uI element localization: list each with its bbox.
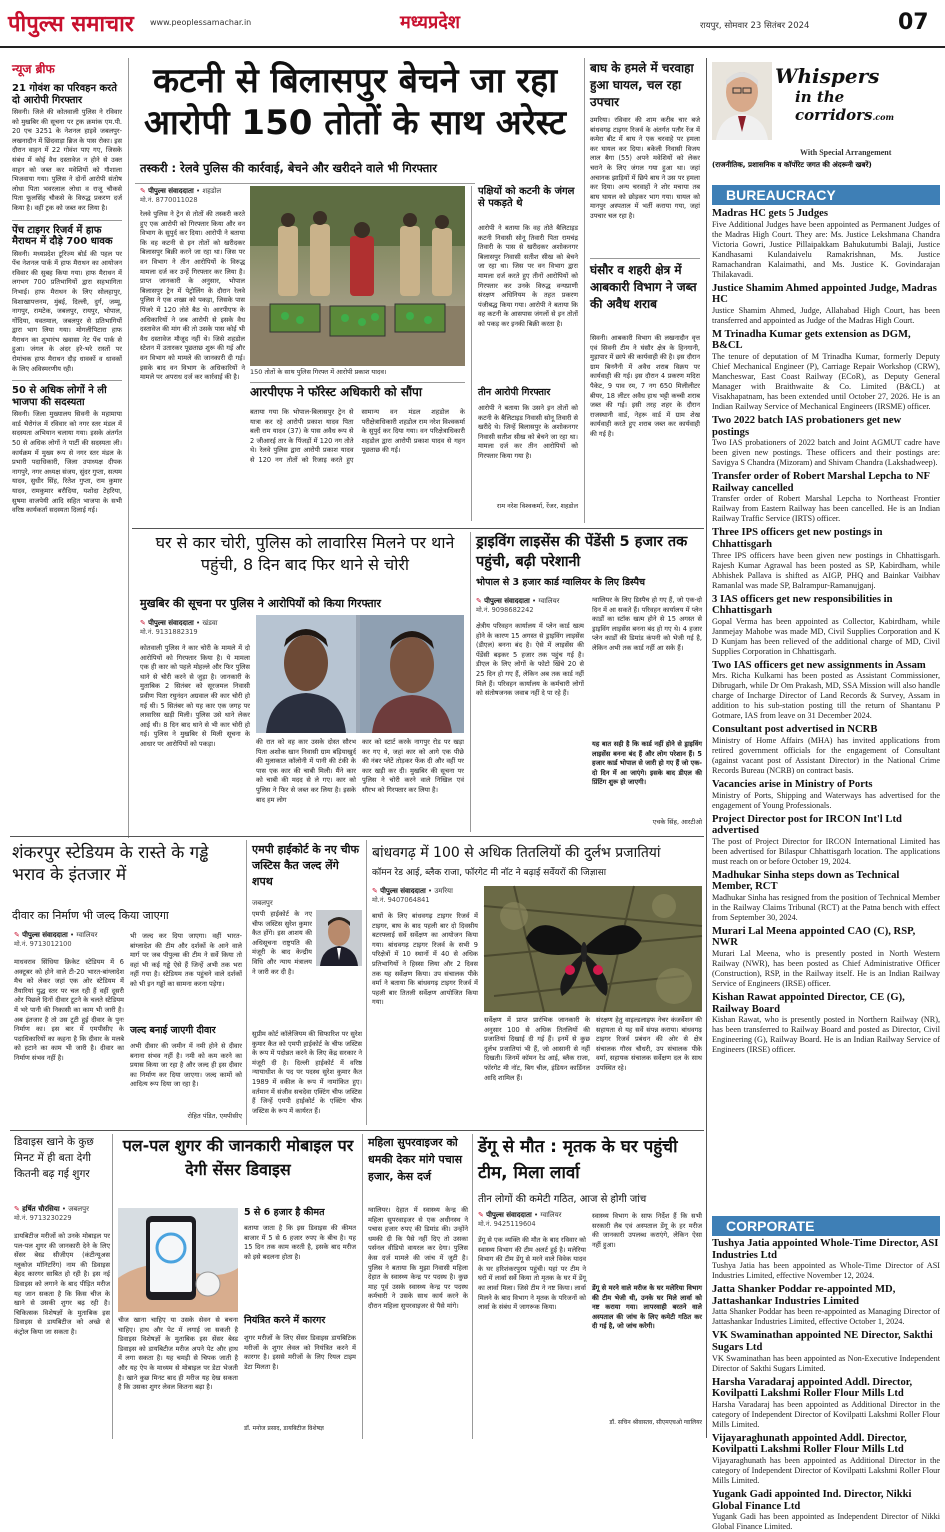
parrot-headline <box>135 60 575 160</box>
bureaucracy-item-title: 3 IAS officers get new responsibilities in Chhattisgarh <box>712 593 893 617</box>
bureaucracy-item-title: Transfer order of Robert Marshal Lepcha to NF Railway cancelled <box>712 471 930 494</box>
excise-headline: घंसौर व शहरी क्षेत्र में आबकारी विभाग ने जब्त की अवैध शराब <box>590 263 697 311</box>
date-line: रायपुर, सोमवार 23 सितंबर 2024 <box>700 21 810 31</box>
sugar-headline: पल-पल शुगर की जानकारी मोबाइल पर देगी सेंसर डिवाइस <box>122 1136 354 1179</box>
dengue-headline: डेंगू से मौत : मृतक के घर पहुंची टीम, मिला लार्वा <box>478 1137 678 1183</box>
butterfly-body-1: बाघों के लिए बांधवगढ़ टाइगर रिजर्व में टाइगर, बाघ के बाद पहली बार दो दिवसीय बटरफ्लाई सर्वे सर्वेक्षण का आयोजन किया गया। बांधवगढ़ टाइगर रिजर्व के सभी 9 परिक्षेत्रों में 10 स्थानों में 40 से अधिक प्रतिभागियों ने हिस्सा लिया और 2 दिवस तक यह सर्वेक्षण किया। उप संचालक पीके वर्मा ने बताया कि बांधवगढ़ टाइगर रिजर्व में पहली बार तितली सर्वेक्षण आयोजित किया गया। <box>372 912 478 1007</box>
tiger-body: उमरिया। रविवार की शाम करीब चार बजे बांधवगढ़ टाइगर रिजर्व के अंतर्गत पतौर रेंज में कमेरा बीट में बाघ ने एक चरवाहे पर हमला कर घायल कर दिया। बकेली निवासी विजय लाल बैगा (55) अपने मवेशियों को लेकर चराने के लिए जंगल गया हुआ था। जहां अचानक झाड़ियों में छिपे बाघ ने उस पर हमला कर दिया। अन्य चरवाहों ने शोर मचाया तब बाघ घायल को छोड़कर भाग गया। घायल को मानपुर अस्पताल में भर्ती कराया गया, जहां उपचार चल रहा है। <box>590 116 700 220</box>
corporate-item-title: Vijayaraghunath appointed Addl. Director, Kovilpatti Lakshmi Roller Flour Mills Ltd <box>712 1432 907 1456</box>
license-headline: ड्राइविंग लाइसेंस की पेंडेंसी 5 हजार तक पहुंची, बढ़ी परेशानी <box>476 534 688 570</box>
bureaucracy-item-body: The post of Project Director for IRCON International Limited has been advertised for Bilaspur Chhattisgarh location. The applications must reach on or before October 19, 2024. <box>712 836 940 866</box>
website: www.peoplessamachar.in <box>150 18 252 27</box>
corporate-item-body: Vijayaraghunath has been appointed as Additional Director in the category of Independent Director of Kovilpatti Lakshmi Roller Flour Mills Limited. <box>712 1455 940 1485</box>
bureaucracy-item-body: Ministry of Home Affairs (MHA) has invited applications from retired government officials for the engagement of Consultant (against vacant post of Assistant Director) in the National Crime Records Bureau (NCRB) on contract basis. <box>712 735 940 775</box>
hc-body-1: एमपी हाईकोर्ट के नए चीफ जस्टिस सुरेश कुमार कैत होंगे। इस आशय की अधिसूचना राष्ट्रपति की मंजूरी के बाद केन्द्रीय विधि और न्याय मंत्रालय ने जारी कर दी है। <box>252 910 312 976</box>
deck: तस्करी : रेलवे पुलिस की कार्रवाई, बेचने और खरीदने वाले भी गिरफ्तार <box>140 161 437 175</box>
bureaucracy-item-body: Ministry of Ports, Shipping and Waterways has advertised for the engagement of Young Professionals. <box>712 790 940 810</box>
news-brief-column <box>12 60 122 835</box>
byline: ✎ पीपुल्स संवाददाता • शहडोल <box>140 187 222 195</box>
hc-headline: एमपी हाईकोर्ट के नए चीफ जस्टिस कैत जल्द लेंगे शपथ <box>252 843 359 888</box>
brief-body: सिवनी। जिला मुख्यालय सिवनी के महामाया वार्ड भैरोगंज में रविवार को नगर स्तर मंडल में सदस्यता अभियान चलाया गया। इसके अंतर्गत 50 से अधिक लोगों ने पार्टी की सदस्यता ली। कार्यक्रम में मुख्य रूप से नगर स्तर मंडल के प्रभारी पदाधिकारी, जिला उपाध्यक्ष दीपक नागपुरे, नगर अध्यक्ष संजय, सुंदर गुप्ता, सत्यम यादव, सुधीर सिंह, रितेश गुप्ता, राम कुमार यादव, रामकुमार बरौदिया, यशोदा टेहरिया, सुषमा वाजपेयी आदि सहित भाजपा के सभी वरिष्ठ कार्यकर्ता सदस्यता दिलाई गई। <box>12 410 122 515</box>
bureaucracy-item-title: Consultant post advertised in NCRB <box>712 724 878 736</box>
bureaucracy-item-title: Three IPS officers get new postings in Chhattisgarh <box>712 527 883 550</box>
whispers-logo: Whispers in the corridors.com <box>775 64 894 124</box>
tiger-headline: बाघ के हमले में चरवाहा हुआ घायल, चल रहा उपचार <box>590 61 694 109</box>
byline: ✎ पीपुल्स संवाददाता • ग्वालियर <box>14 931 98 939</box>
sugar-quote: शुगर मरीजों के लिए सेंसर डिवाइस डायबिटिक मरीजों के शुगर लेवल को नियंत्रित करने में कारगर है। इससे मरीजों के लिए रियल टाइम डेटा मिलता है। <box>244 1334 356 1371</box>
parrot-arrest-photo <box>250 186 465 366</box>
chief-justice-photo <box>316 910 362 966</box>
bureaucracy-item-body: Two IAS probationers of 2022 batch and Joint AGMUT cadre have been given new postings. These officers and their postings are: Savigya S Chandra (Mizoram) and Shivam Chandra (Lakshadweep). <box>712 438 940 468</box>
bureaucracy-item-body: Justice Shamim Ahmed, Judge, Allahabad High Court, has been transferred and appointed as Judge of the Madras High Court. <box>712 305 940 325</box>
car-body-1: कोतवाली पुलिस ने कार चोरी के मामले में दो आरोपियों को गिरफ्तार किया है। ये मामला एक ही कार को पहले मोहल्ले और फिर पुलिस थाने से चोरी करने से जुड़ा है। जानकारी के मुताबिक 2 सितंबर को सूरजमल निवासी प्रवीण पिता रघुनंदन अग्रवाल की कार चोरी हो गई थी। 5 सितंबर को यह कार एक जगह पर लावारिस खड़ी मिली। पुलिस उसे थाने लेकर आई थी। 8 दिन बाद थाने से भी कार चोरी हो गई। पुलिस ने मुखबिर से मिली सूचना के आधार पर आरोपियों को पकड़ा। <box>140 644 250 748</box>
corporate-item-body: Harsha Varadaraj has been appointed as Additional Director in the category of Independent Director of Kovilpatti Lakshmi Roller Flour Mills Limited. <box>712 1399 940 1429</box>
corporate-item-body: Jatta Shanker Poddar has been re-appointed as Managing Director of Jattashankar Industries Limited, effective October 1, 2024. <box>712 1307 940 1327</box>
byline: ✎ पीपुल्स संवाददाता • ग्वालियर <box>478 1211 562 1219</box>
dengue-body-1: डेंगू से एक व्यक्ति की मौत के बाद रविवार को स्वास्थ्य विभाग की टीम अलर्ट हुई है। मलेरिया विभाग की टीम डेंगू से मरने वाले विवेक यादव के घर हरिशंकरपुरम पहुंची। यहां पर टीम ने घरों में लार्वा सर्वे किया तो मृतक के घर में डेंगू का लार्वा मिला। जिसे टीम ने नष्ट किया। लार्वा मिलने के बाद विभाग ने मृतक के परिजनों को लार्वा के संबंध में जागरूक किया। <box>478 1236 586 1312</box>
dengue-quote-by: डॉ. सचिन श्रीवास्तव, सीएमएचओ ग्वालियर <box>609 1419 702 1426</box>
bureaucracy-item-title: Two 2022 batch IAS probationers get new postings <box>712 414 902 438</box>
mobile: मो.नं. 9098682242 <box>476 606 534 614</box>
supervisor-body: ग्वालियर। देहात में स्वास्थ्य केन्द्र की महिला सुपरवाइजर से एक अधीनस्थ ने पचास हजार रुपए की डिमांड की। उन्होंने धमकी दी कि पैसे नहीं दिए तो उसका पर्सनल वीडियो वायरल कर देगा। पुलिस केस दर्ज मामले की जांच में जुटी है। पुलिस ने बताया कि मुझा निवासी महिला देहात के स्वास्थ्य केन्द्र पर पदस्थ है। कुछ माह पूर्व उसके स्वास्थ्य केन्द्र पर पदस्थ कर्मचारी ने उसके साथ कार्य करने के दौरान महिला सुपरवाइजर से पैसे मांगे। <box>368 1206 468 1310</box>
paper-name: पीपुल्स समाचार <box>8 12 134 37</box>
hc-byline: जबलपुर <box>252 899 273 907</box>
rpf-subhead: आरपीएफ ने फॉरेस्ट अधिकारी को सौंपा <box>250 385 422 399</box>
mobile: मो.नं. 9131882319 <box>140 628 198 636</box>
car-headline: घर से कार चोरी, पुलिस को लावारिस मिलने पर थाने पहुंची, 8 दिन बाद फिर थाने से चोरी <box>155 533 455 574</box>
hc-body-2: सुप्रीम कोर्ट कॉलेजियम की सिफारिश पर सुरेश कुमार कैत को एमपी हाईकोर्ट के चीफ जस्टिस के रूप में पदोन्नत करने के लिए केंद्र सरकार ने मंजूरी दी है। दिल्ली हाईकोर्ट में वरिष्ठ न्यायाधीश के पद पर पदस्थ सुरेश कुमार कैत 1989 में वकील के रूप में नामांकित हुए। वर्तमान में संजीव सचदेवा एक्टिंग चीफ जस्टिस हैं जिन्हें एमपी हाईकोर्ट के एक्टिंग चीफ जस्टिस के रूप में कार्यरत हैं। <box>252 1030 362 1115</box>
bureaucracy-item-body: Madhukar Sinha has resigned from the position of Technical Member in the Railway Claims Tribunal (RCT) at the Patna bench with effect from September 30, 2024. <box>712 892 940 922</box>
columnist-portrait <box>712 62 772 140</box>
dengue-body-2: स्वास्थ्य विभाग के साफ निर्देश हैं कि सभी सरकारी लैब एवं अस्पताल डेंगू के हर मरीज की जानकारी उपलब्ध कराएंगे, लेकिन ऐसा नहीं हुआ। <box>592 1212 702 1249</box>
corporate-label: CORPORATE <box>712 1216 940 1236</box>
rto-quote: यह बात सही है कि कार्ड नहीं होने से ड्राइविंग लाइसेंस बनना बंद हैं और लोग परेशान हैं। 5 हजार कार्ड भोपाल से जारी हो गए हैं जो एक-दो दिन में आ जाएंगे। इसके बाद डीएल की प्रिंटिंग शुरू हो जाएगी। <box>592 740 702 787</box>
butterfly-body-3: संरक्षण हेतु वाइल्डलाइफ नेचर कंजर्वेशन की सहायता से यह सर्वे संपन्न कराया। बांधवगढ़ टाइगर रिजर्व प्रबंधन की ओर से क्षेत्र संचालक गौरव चौधरी, उप संचालक पीके वर्मा, सहायक संचालक सर्वेक्षण दल के साथ उपस्थित रहे। <box>596 1016 702 1072</box>
sugar-device-photo <box>118 1208 238 1312</box>
bureaucracy-item-title: Kishan Rawat appointed Director, CE (G), Railway Board <box>712 992 905 1015</box>
ranger-signature: राम नरेश विश्वकर्मा, रेंजर, शहडोल <box>496 502 578 510</box>
bureaucracy-item-body: Three IPS officers have been given new postings in Chhattisgarh. Rajesh Kumar Agrawal has been posted as SP, Kabirdham, while Abhishek Pallava is shifted as AIGP, PHQ and Bainkar Vaibhav Ramanlal was made SP, Balrampur-Ramanujganj. <box>712 550 940 590</box>
mobile: मो.नं. 8770011028 <box>140 196 198 204</box>
byline: ✎ पीपुल्स संवाददाता • ग्वालियर <box>476 597 560 605</box>
license-body-1: क्षेत्रीय परिवहन कार्यालय में प्लेन कार्ड खत्म होने के कारण 15 अगस्त से ड्राइविंग लाइसेंस (डीएल) बनना बंद है। ऐसे में लाइसेंस की पेंडेंसी बढ़कर 5 हजार तक पहुंच गई है। डीएल के लिए लोगों के फोटो खिंचे 20 से 25 दिन हो गए हैं, लेकिन अब तक कार्ड नहीं मिले हैं। परिवहन कार्यालय के कर्मचारी लोगों को संतोषजनक जवाब नहीं दे पा रहे हैं। <box>476 622 584 698</box>
bureaucracy-label: BUREAUCRACY <box>712 185 940 205</box>
bureaucracy-item-title: M Trinadha Kumar gets extension as DGM, B&CL <box>712 328 911 352</box>
mobile: मो.नं. 9713012100 <box>14 940 72 948</box>
corporate-item-body: VK Swaminathan has been appointed as Non-Executive Independent Director of Sakthi Sugars Limited. <box>712 1353 940 1373</box>
dengue-deck: तीन लोगों की कमेटी गठित, आज से होगी जांच <box>478 1194 647 1205</box>
stadium-body-2: भी जल्द कर दिया जाएगा। वहीं भारत-बांग्लादेश की टीम और दर्शकों के आने वाले मार्ग पर जब पीपुल्स की टीम ने सर्वे किया तो वहां भी कई गड्ढे ऐसे हैं जिन्हें अभी तक भरा नहीं गया है। स्टेडियम तक पहुंचने वाले दर्शकों को भी इन गड्ढों का सामना करना पड़ेगा। <box>130 932 242 988</box>
sugar-price-body: बताया जाता है कि इस डिवाइस की कीमत बाजार में 5 से 6 हजार रुपए के बीच है। यह 15 दिन तक काम करती है, इसके बाद मरीज को इसे बदलना होता है। <box>244 1224 356 1261</box>
bureaucracy-item-body: Five Additional Judges have been appointed as Permanent Judges of the Madras High Court. They are: Ms. Justice Lekshmana Chandra Victoria Gowri, Justice Pillaipakkam Bahukutumbi Balaji, Justice Kandhasami Kulandaivelu Ramakrishnan, Ms. Justice Ramachandran Kalaimathi, and Ms. Justice K. Govindarajan Thilakavadi. <box>712 219 940 279</box>
bureaucracy-item-body: The tenure of deputation of M Trinadha Kumar, formerly Deputy Chief Mechanical Engineer (P), Carriage Repair Workshop (CRW), Mancheswar, East Coast Railway (ECoR), as Deputy General Manager with Braithwaite & Co. Limited (B&CL) at Visakhapatnam, has been extended until October 27, 2026. He is an Indian Railway Service of Mechanical Engineers (IRSME) officer. <box>712 351 940 411</box>
byline: ✎ हर्षित चौरसिया • जबलपुर <box>14 1205 90 1213</box>
sugar-body: चीज खाना चाहिए या उसके सेवन से बचना चाहिए। हाथ और पेट में लगाई जा सकती है डिवाइस विशेषज्ञों के मुताबिक इस सेंसर बेस्ड डिवाइस को डायबिटीज मरीज अपने पेट और हाथ में लगा सकता है। यह चमड़ी से चिपक जाती है और यह ऐप के माध्यम से मोबाइल पर डेटा भेजती है। खाने कुछ मिनट बाद ही मरीज यह देख सकता है कि उसका शुगर लेवल कितना बढ़ा है। <box>118 1316 238 1392</box>
corporate-list <box>712 1238 940 1532</box>
jungle-body: आरोपी ने बताया कि वह तोते बैलिटाइड कटनी निवासी सोनू तिवारी पिता रामचंद्र तिवारी के पास से खरीदकर अशोकनगर बिलासपुर निवासी सतीश सीख को बेचने जा रहा था। जिस पर वन विभाग द्वारा मामला दर्ज करते हुए तीनों आरोपियों को गिरफ्तार कर उनके विरुद्ध वन्यप्राणी संरक्षण अधिनियम के तहत प्रकरण पंजीबद्ध किया गया। आरोपी ने बताया कि वह कटनी के आसपास जंगलों से इन तोतों को पकड़ कर इनकी बिक्री करता है। <box>478 224 578 328</box>
bp-body: डायबिटीज मरीजों को उनके मोबाइल पर पल-पल शुगर की जानकारी देने के लिए सेंसर बेस्ड सीजीएम (कंटीन्यूअस ग्लूकोज मॉनिटरिंग) नाम की डिवाइस बेहद कारगर साबित हो रही है। इस नई डिवाइस को लगाने के बाद पीड़ित मरीज यह जान सकता है कि किस चीज के खाने से उसकी शुगर बढ़ रही है। चिकित्सक विशेषज्ञों के मुताबिक इस डिवाइस से डायबिटीज को अच्छे से कंट्रोल किया जा सकता है। <box>14 1232 110 1336</box>
bureaucracy-item-title: Two IAS officers get new assignments in Assam <box>712 659 926 671</box>
section-title: मध्यप्रदेश <box>400 12 461 33</box>
bureaucracy-item-body: Mrs. Richa Kulkarni has been posted as Assistant Commissioner, Dibrugarh, while Dr Om Prakash, MD, SSA Mission will also handle charge of Incharge Director of Land Records & Survey, Assam in addition to his sub-station posting till the return of Shantanu P Gotmare, IAS from leave on 31 December 2024. <box>712 671 940 721</box>
headline: कटनी से बिलासपुर बेचने जा रहा आरोपी 150 तोतों के साथ अरेस्ट <box>144 61 566 143</box>
excise-body: सिवनी। आबकारी विभाग की लखनादौन वृत्त एवं सिवनी टीम ने घंसौर क्षेत्र के हिनगानी, मुड़ापार में छापे की कार्यवाही की है। इस दौरान ग्राम बिननैनी में अवैध शराब विक्रय पर कार्यवाही की गई। इस दौरान 4 प्रकरण मदिरा पैकेट, 9 पाव रम, 7 नग 650 मिलीलीटर बीयर, 18 लीटर अवैध हाथ भट्टी कच्ची शराब जब्त की गई। इसी तरह शहर के दौरान राजस्थानी वार्ड, नेहरू वार्ड में ग्राम शेख कार्यवाही करते हुए शराब जब्त कर कार्यवाही की गई है। <box>590 334 700 438</box>
parrot-deck <box>140 162 580 182</box>
brief-body: सिवनी। मध्यप्रदेश टूरिज्म बोर्ड की पहल पर पेंच नेशनल पार्क में हाफ मैराथन का आयोजन रविवार की सुबह किया गया। हाफ मैराथन में लगभग 700 प्रतिभागियों द्वारा सहभागिता निभाई। हाफ मैराथन के लिए सोलहापुर, विशाखापत्तनम, मुंबई, दिल्ली, दुर्ग, जम्मू, नागपुर, रामटेक, जबलपुर, रायपुर, भोपाल, गोंदिया, यवतमाल, जबलपुर से प्रतिभागियों द्वारा भाग लिया गया। मोगलीपिटारा हाफ मैराथन का शुभारंभ खवासा नेट पेंच पार्क से हुआ। जंगल के अंदर हरे-भरे रास्तों पर रोमांचक हाफ मैराथन दौड़ धावकों व धावकों के लिए अविस्मरणीय रही। <box>12 249 122 373</box>
corporate-item-title: Tushya Jatia appointed Whole-Time Director, ASI Industries Ltd <box>712 1238 939 1261</box>
corporate-item-title: VK Swaminathan appointed NE Director, Sakthi Sugars Ltd <box>712 1330 933 1353</box>
accused-photos <box>256 615 464 733</box>
butterfly-deck: कॉमन रेड आई, ब्लैक राजा, फॉरगेट मी नॉट ने बढ़ाई सर्वेयरों की जिज्ञासा <box>372 868 607 878</box>
jungle-subhead: पक्षियों को कटनी के जंगल से पकड़ते थे <box>478 186 575 209</box>
stadium-subhead: जल्द बनाई जाएगी दीवार <box>130 1025 216 1036</box>
brief-title: 50 से अधिक लोगों ने ली भाजपा की सदस्यता <box>12 385 107 408</box>
brief-title: 21 गोवंश का परिवहन करते दो आरोपी गिरफ्तार <box>12 83 117 106</box>
corporate-item-title: Harsha Varadaraj appointed Addl. Director, Kovilpatti Lakshmi Roller Flour Mills Ltd <box>712 1376 913 1400</box>
butterfly-headline: बांधवगढ़ में 100 से अधिक तितलियों की दुर्लभ प्रजातियां <box>372 845 661 861</box>
bureaucracy-item-body: Kishan Rawat, who is presently posted in Northern Railway (NR), has been transferred to Railway Board and posted as Director, Civil Engineering (G), Railway Board. He is an Indian Railway Service of Engineers (IRSE) officer. <box>712 1015 940 1055</box>
bureaucracy-item-title: Vacancies arise in Ministry of Ports <box>712 778 873 790</box>
corporate-item-body: Tushya Jatia has been appointed as Whole-Time Director of ASI Industries Limited, effective November 12, 2024. <box>712 1261 940 1281</box>
byline: ✎ पीपुल्स संवाददाता • खंडवा <box>140 619 218 627</box>
byline: ✎ पीपुल्स संवाददाता • उमरिया <box>372 887 453 895</box>
mobile: मो.नं. 9407064841 <box>372 896 430 904</box>
corporate-item-body: Yugank Gadi has been appointed as Independent Director of Nikki Global Finance Limited. <box>712 1512 940 1532</box>
bureaucracy-item-title: Justice Shamim Ahmed appointed Judge, Madras HC <box>712 282 937 306</box>
sugar-price-subhead: 5 से 6 हजार है कीमत <box>244 1207 325 1218</box>
stadium-quote: अभी दीवार की जमीन में नमी होने से दीवार बनाना संभव नहीं है। नमी को कम करने का प्रयास किया जा रहा है और जल्द ही इस दीवार का निर्माण कर दिया जाएगा। जल्द कामों को आदित्य रूप दिया जा रहा है। <box>130 1042 242 1089</box>
brief-body: सिवनी। जिले की कोतवाली पुलिस ने रविवार को मुखबिर की सूचना पर ट्रक क्रमांक एम.पी. 20 एच 3251 के नेशनल हाइवे जबलपुर-लखनादौन में छिंदवाड़ा ब्रिज के पास रोका। इस दौरान वाहन में 22 गोवंश पाए गए, जिसके संबंध में कोई वैध दस्तावेज न होने से उक्त वाहन को जब्त कर मवेशियों को गौशाला भिजवाया गया। पुलिस ने दोनों आरोपी संतोष लोधा पिता भवरलाल लोधा व राजू चौकसे पिता फूलसिंह चौकसे के विरुद्ध प्रकरण दर्ज किया है। वहीं ट्रक को जब्त कर लिया है। <box>12 108 122 212</box>
parrot-body-1: रेलवे पुलिस ने ट्रेन से तोतों की तस्करी करते हुए एक आरोपी को गिरफ्तार किया और वन विभाग के सुपुर्द कर दिया। आरोपी ने बताया कि वह कटनी से इन तोतों को खरीदकर बिलासपुर बिक्री करने जा रहा था। जिस पर वन विभाग ने तीन आरोपियों के विरुद्ध मामला दर्ज कर उन्हें गिरफ्तार कर लिया है। प्राप्त जानकारी के अनुसार, भोपाल बिलासपुर ट्रेन में पेट्रोलिंग के दौरान रेलवे पुलिस ने एक शख्स को पकड़ा, जिसके पास पिंजरे में 120 तोते बैठ थे। आरपीएफ के अधिकारियों ने जब आरोपी से इसके वैध दस्तावेज की मांग की तो उसके पास कोई भी वैध दस्तावेज मौजूद नहीं थे। जिसे शहडोल स्टेशन में उतारकर पूछताछ शुरू की गई और वन विभाग को मामले की जानकारी दी गई। इसके बाद वन विभाग के अधिकारियों ने मामले पर अपराध दर्ज कर कार्रवाई की है। <box>140 210 245 382</box>
bureaucracy-list <box>712 208 940 1213</box>
page-number: 07 <box>898 10 929 35</box>
corporate-item-title: Yugank Gadi appointed Ind. Director, Nikki Global Finance Ltd <box>712 1488 912 1512</box>
mobile: मो.नं. 9425119604 <box>478 1220 536 1228</box>
arrangement-line: With Special Arrangement <box>800 148 892 157</box>
whispers-subtitle: (राजनीतिक, प्रशासनिक व कॉर्पोरेट जगत की अंदरूनी खबरें) <box>712 160 872 169</box>
corporate-item-title: Jatta Shanker Poddar re-appointed MD, Jattashankar Industries Limited <box>712 1284 896 1307</box>
dengue-quote: डेंगू से मरने वाले मरीज के घर मलेरिया विभाग की टीम भेजी थी, उनके घर मिले लार्वा को नष्ट कराया गया। लापरवाही बरतने वाले अस्पताल की जांच के लिए कमेटी गठित कर दी गई है, जो जांच करेगी। <box>592 1284 702 1331</box>
butterfly-photo <box>484 886 702 1012</box>
three-subhead: तीन आरोपी गिरफ्तार <box>478 387 551 398</box>
car-deck: मुखबिर की सूचना पर पुलिस ने आरोपियों को किया गिरफ्तार <box>140 597 382 610</box>
bureaucracy-item-body: Gopal Verma has been appointed as Collector, Kabirdham, while Janmejay Mahobe was made MD, Civil Supplies Corporation and K D Kunjam has been relieved of the additional charge of MD, Civil Supplies Corporation in Chhattisgarh. <box>712 616 940 656</box>
supervisor-headline: महिला सुपरवाइजर को धमकी देकर मांगे पचास हजार, केस दर्ज <box>368 1136 463 1183</box>
stadium-body-1: माधवराव सिंधिया क्रिकेट स्टेडियम में 6 अक्टूबर को होने वाले टी-20 भारत-बांग्लादेश मैच को लेकर जहां एक ओर स्टेडियम में तैयारियां युद्ध स्तर पर चल रही हैं वहीं दूसरी ओर पिछले दिनों दीवार टूटने के चलते स्टेडियम में भरे पानी की निकासी का काम भी जारी है। अब इंतजार है तो उस टूटी हुई दीवार के पुनः निर्माण का। इस बार में एमपीसीए के पदाधिकारियों का कहना है कि दीवार के मलबे को हटाने का काम भी जारी है। दीवार का निर्माण संभव नहीं है। <box>14 958 124 1062</box>
rto-quote-by: एचके सिंह, आरटीओ <box>652 818 702 826</box>
stadium-headline: शंकरपुर स्टेडियम के रास्ते के गड्ढे भराव के इंतजार में <box>12 843 209 885</box>
photo-caption: 150 तोतों के साथ पुलिस गिरफ्त में आरोपी प्रकाश यादव। <box>250 368 387 376</box>
butterfly-body-2: सर्वेक्षण में प्राप्त प्रारंभिक जानकारी के अनुसार 100 से अधिक तितलियों की प्रजातियां दिखाई दी गई हैं। इनमें से कुछ दुर्लभ प्रजातियां भी हैं, जो आसानी से नहीं दिखती। जिनमें कॉमन रेड आई, ब्लैक राजा, फॉरगेट मी नॉट, बिग चील, इंडियन कार्डिनल आदि शामिल हैं। <box>484 1016 590 1082</box>
stadium-quote-by: रोहित पंडित, एमपीसीए <box>187 1112 242 1120</box>
bureaucracy-item-title: Project Director post for IRCON Int'l Ltd advertised <box>712 813 902 837</box>
license-body-2: ग्वालियर के लिए डिस्पैच हो गए हैं, जो एक-दो दिन में आ सकते हैं। परिवहन कार्यालय में प्लेन कार्डों का स्टॉक खत्म होने से 15 अगस्त से ड्राइविंग लाइसेंस बनना बंद हो गए थे। 4 हजार प्लेन कार्डों की डिमांड कंपनी को भेजी गई है, लेकिन अभी तक कार्ड नहीं आ सके हैं। <box>592 596 702 652</box>
bureaucracy-item-body: Transfer order of Robert Marshal Lepcha to Northeast Frontier Railway from Eastern Railway has been cancelled. He is an Indian Railway Traffic Service (IRTS) officer. <box>712 494 940 524</box>
bp-headline: डिवाइस खाने के कुछ मिनट में ही बता देगी कितनी बढ़ गई शुगर <box>14 1136 94 1180</box>
bureaucracy-item-body: Murari Lal Meena, who is presently posted in North Western Railway (NWR), has been posted as Chief Administrative Officer (Construction), RSP, in the Railway itself. He is an Indian Railway Service of Engineers (IRSE) officer. <box>712 949 940 989</box>
license-deck: भोपाल से 3 हजार कार्ड ग्वालियर के लिए डिस्पैच <box>476 577 646 588</box>
masthead <box>0 0 945 48</box>
sugar-control-subhead: नियंत्रित करने में कारगर <box>244 1315 326 1326</box>
mobile: मो.नं. 9713230229 <box>14 1214 72 1222</box>
stadium-deck: दीवार का निर्माण भी जल्द किया जाएगा <box>12 909 169 922</box>
bureaucracy-item-title: Murari Lal Meena appointed CAO (C), RSP, NWR <box>712 925 916 949</box>
car-body-3: कार को स्टार्ट करके नागपुर रोड पर खड़ा कर गए थे, जहां कार को आगे एक पीछे की नंबर प्लेटें तोड़कर फेंक दी और वहीं पर कार खड़ी कर दी। मुखबिर की सूचना पर पुलिस ने चोरी करने वाले निखिल एवं सौरभ को गिरफ्तार कर लिया है। <box>362 738 464 794</box>
car-body-2: की रात को वह कार उसके दोस्त सौरभ पिता अशोक खान निवासी ग्राम बड़ियाखुर्द की मुलाकात कॉलोनी में पानी की टंकी के पास एक कार की चाबी मिली। मैंने कार को चाबी की मदद से ले गए। कार को पुलिस ने फिर से जब्त कर लिया है। इसके बाद हम लोग <box>256 738 356 804</box>
rpf-body: बताया गया कि भोपाल-बिलासपुर ट्रेन से यात्रा कर रहे आरोपी प्रकाश यादव पिता बली राम यादव (37) के पास अवैध रूप से 2 जीआरई तार के पिंजड़ों में 120 नग तोते थे। रेलवे पुलिस द्वारा आरोपी प्रकाश यादव से 120 नग तोतों को रिजाइ करते हुए सामान्य वन मंडल शहडोल के परीक्षेत्राधिकारी शहडोल राम नरेश विश्वकर्मा के सुपुर्द कर दिया गया। वन परिक्षेत्राधिकारी शहडोल द्वारा आरोपी प्रकाश यादव से गहन पूछताछ की गई। <box>250 408 465 464</box>
three-body: आरोपी ने बताया कि उसने इन तोतों को कटनी के बैलिटाइड निवासी सोनू तिवारी से खरीदे थे। जिन्हें बिलासपुर के अशोकनगर निवासी सतीश सीख को बेचने जा रहा था। मामला दर्ज कर तीन आरोपियों को गिरफ्तार किया गया है। <box>478 404 578 460</box>
brief-title: पेंच टाइगर रिजर्व में हाफ मैराथन में दौड़े 700 धावक <box>12 224 113 248</box>
bureaucracy-item-title: Madhukar Sinha steps down as Technical Member, RCT <box>712 869 900 893</box>
news-brief-label: न्यूज ब्रीफ <box>12 62 55 76</box>
sugar-quote-by: डॉ. मनोज प्रसाद, डायबिटीज विशेषज्ञ <box>244 1425 324 1432</box>
bureaucracy-item-title: Madras HC gets 5 Judges <box>712 208 828 219</box>
